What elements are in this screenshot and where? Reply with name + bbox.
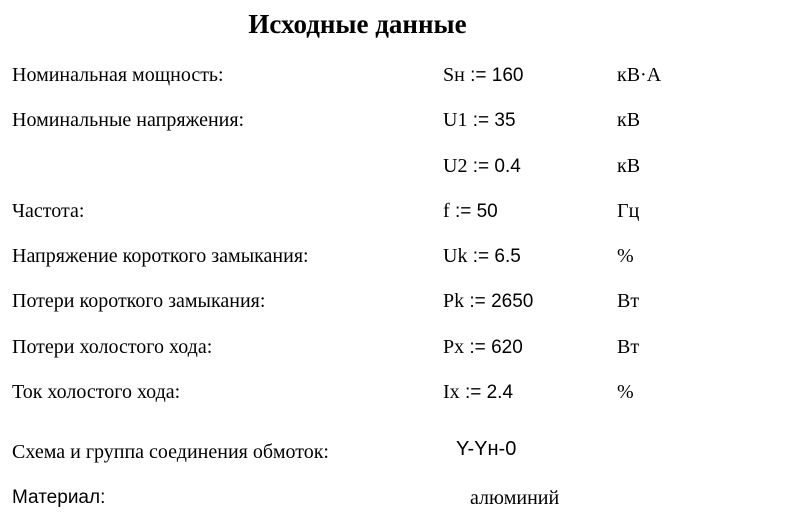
param-variable: U2 [443,155,468,177]
param-row-rated-power [0,60,791,90]
param-unit: Гц [617,200,640,222]
param-value: 620 [491,337,523,358]
param-formula [443,151,521,182]
param-formula [443,332,523,363]
param-value: 2.4 [486,382,514,403]
param-unit: % [617,381,634,403]
param-row-rated-voltage-u2 [0,151,791,181]
assign-operator: := [459,382,487,403]
page-title: Исходные данные [248,9,467,39]
param-value: 160 [491,65,524,86]
assign-operator: := [464,337,492,358]
param-label: Ток холостого хода: [12,381,181,403]
param-unit: % [617,245,634,267]
param-unit: Вт [617,336,640,358]
param-formula [443,241,521,272]
param-variable: Px [443,336,465,358]
param-row-material [0,483,791,513]
param-label: Потери короткого замыкания: [12,290,266,312]
param-formula [443,377,513,408]
param-label: Номинальная мощность: [12,64,224,86]
param-value: 50 [476,201,498,222]
param-value: 2650 [491,291,534,312]
param-variable: Ix [443,381,460,403]
param-formula [443,60,523,91]
param-row-winding-scheme [0,437,791,467]
scheme-value: Y-Yн-0 [456,438,517,460]
param-formula [443,286,533,317]
param-label: Номинальные напряжения: [12,109,245,131]
assign-operator: := [464,65,492,86]
param-label: Напряжение короткого замыкания: [12,245,309,267]
param-variable: Sн [443,64,465,86]
param-variable: f [443,200,450,222]
param-value: 0.4 [494,156,521,177]
param-label: Частота: [12,200,85,222]
param-unit: кВ·А [617,64,662,86]
param-value: 6.5 [494,246,521,267]
assign-operator: := [464,291,492,312]
param-value: 35 [494,110,516,131]
scheme-label: Схема и группа соединения обмоток: [12,441,329,463]
material-value: алюминий [470,487,560,509]
assign-operator: := [467,246,495,267]
param-row-no-load-current [0,377,791,407]
param-row-short-circuit-voltage [0,241,791,271]
param-unit: кВ [617,109,641,131]
assign-operator: := [467,156,495,177]
material-label: Материал: [12,487,106,508]
param-label: Потери холостого хода: [12,336,213,358]
param-row-no-load-losses [0,332,791,362]
param-unit: кВ [617,155,641,177]
param-row-frequency [0,196,791,226]
param-row-rated-voltage-u1 [0,105,791,135]
param-formula [443,105,516,136]
param-formula [443,196,498,227]
param-variable: Pk [443,290,465,312]
param-row-short-circuit-losses [0,286,791,316]
param-variable: Uk [443,245,468,267]
assign-operator: := [467,110,495,131]
param-variable: U1 [443,109,468,131]
assign-operator: := [449,201,477,222]
param-unit: Вт [617,290,640,312]
